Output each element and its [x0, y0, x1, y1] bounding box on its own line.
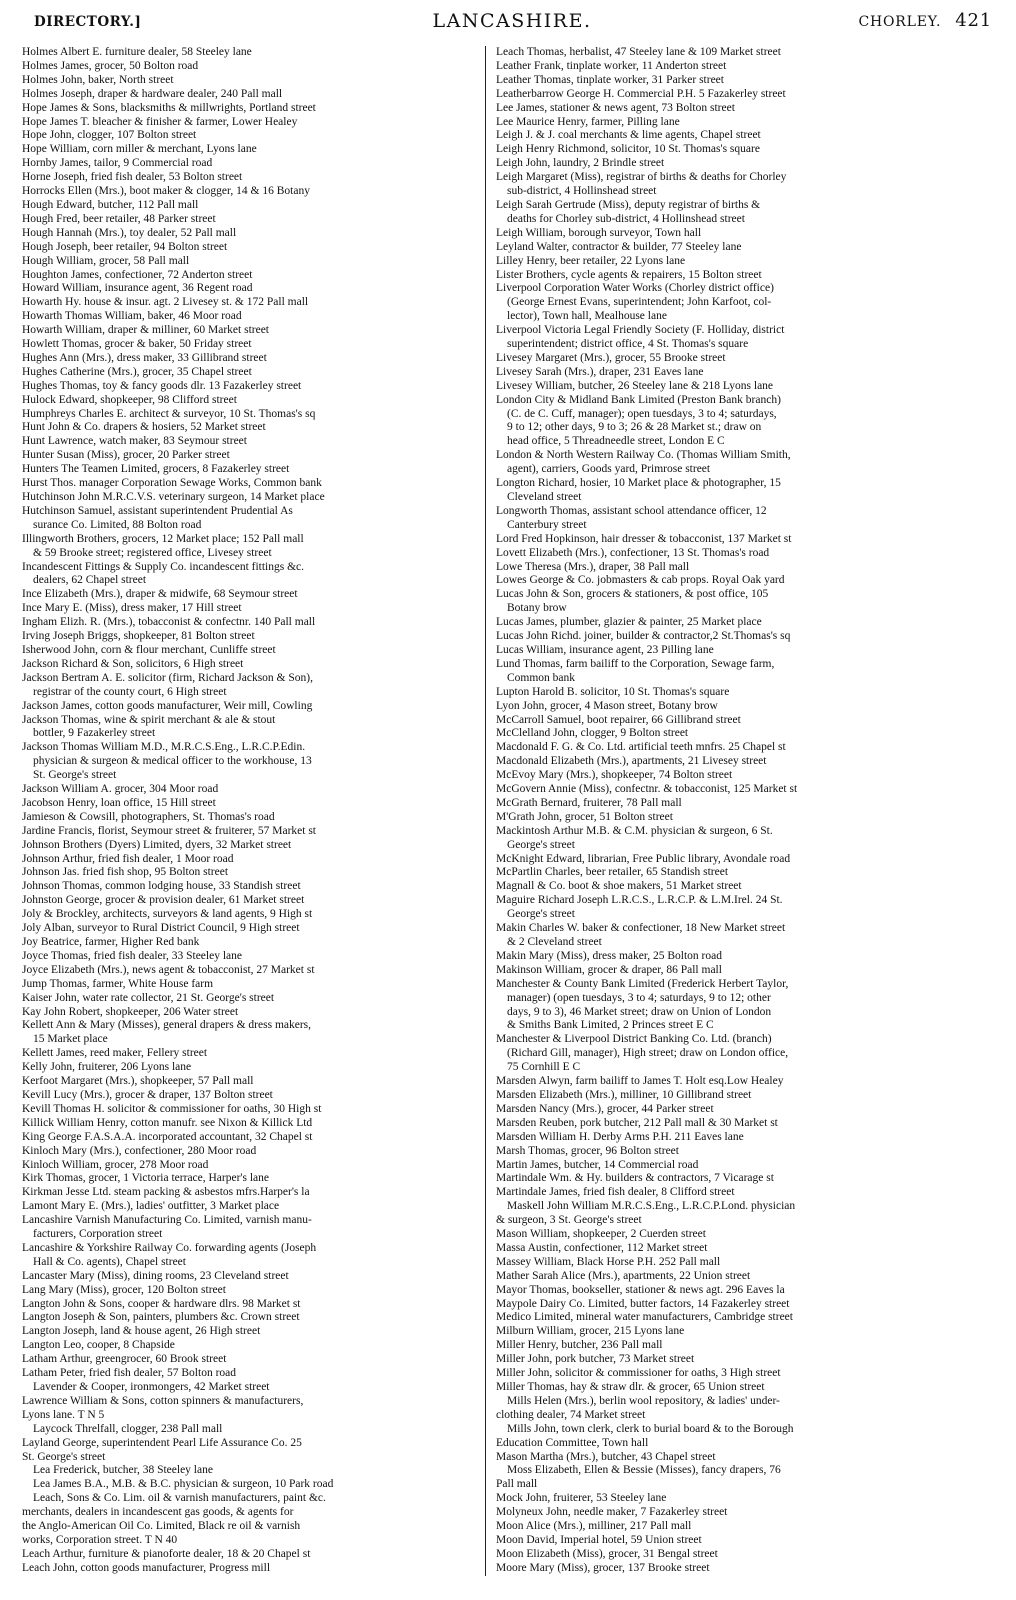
right-column-entry: Maskell John William M.R.C.S.Eng., L.R.C.P.Lond. physician	[507, 1200, 796, 1213]
right-column-entry: Lyon John, grocer, 4 Mason street, Botany brow	[496, 699, 718, 712]
right-column-entry: Leather Frank, tinplate worker, 11 Anderton street	[496, 59, 727, 72]
left-column-entry: Irving Joseph Briggs, shopkeeper, 81 Bolton street	[22, 630, 255, 643]
right-column-entry: Medico Limited, mineral water manufacturers, Cambridge street	[496, 1311, 793, 1324]
left-column-entry: Jackson Thomas, wine & spirit merchant & ale & stout	[22, 713, 276, 726]
left-column-entry: Humphreys Charles E. architect & surveyor, 10 St. Thomas's sq	[22, 407, 316, 420]
left-column-entry: Hornby James, tailor, 9 Commercial road	[22, 157, 213, 170]
left-column-entry: Hughes Ann (Mrs.), dress maker, 33 Gillibrand street	[22, 351, 267, 364]
left-column-entry: Langton Leo, cooper, 8 Chapside	[22, 1339, 175, 1352]
left-column-entry: Johnson Jas. fried fish shop, 95 Bolton street	[22, 866, 229, 879]
right-column-entry: Education Committee, Town hall	[496, 1436, 649, 1449]
right-column-entry: Manchester & Liverpool District Banking Co. Ltd. (branch)	[496, 1033, 772, 1046]
right-column-entry: Livesey William, butcher, 26 Steeley lane & 218 Lyons lane	[496, 379, 774, 392]
right-column-entry: Mock John, fruiterer, 53 Steeley lane	[496, 1492, 667, 1505]
header-town-and-page	[858, 10, 992, 31]
left-column-entry: Lamont Mary E. (Mrs.), ladies' outfitter, 3 Market place	[22, 1200, 280, 1213]
right-column	[485, 46, 951, 1576]
right-column-entry: 9 to 12; other days, 9 to 3; 26 & 28 Market st.; draw on	[507, 421, 762, 434]
right-column-entry: Miller John, solicitor & commissioner for oaths, 3 High street	[496, 1367, 781, 1380]
right-column-entry: Leigh Sarah Gertrude (Miss), deputy registrar of births &	[496, 198, 761, 211]
left-column-entry: merchants, dealers in incandescent gas goods, & agents for	[22, 1506, 294, 1519]
right-column-entry: (Richard Gill, manager), High street; draw on London office,	[507, 1047, 789, 1060]
right-column-entry: Leatherbarrow George H. Commercial P.H. 5 Fazakerley street	[496, 87, 786, 100]
right-column-entry: Lowe Theresa (Mrs.), draper, 38 Pall mall	[496, 560, 690, 573]
right-column-entry: Mason Martha (Mrs.), butcher, 43 Chapel street	[496, 1450, 716, 1463]
left-column-entry: Howarth Thomas William, baker, 46 Moor road	[22, 310, 242, 323]
left-column-entry: Hough Fred, beer retailer, 48 Parker street	[22, 212, 216, 225]
left-column-entry: registrar of the county court, 6 High street	[33, 685, 227, 698]
right-column-entry: Mills Helen (Mrs.), berlin wool repository, & ladies' under-	[507, 1394, 780, 1407]
right-column-entry: Liverpool Victoria Legal Friendly Society (F. Holliday, district	[496, 324, 785, 337]
left-column-entry: Jump Thomas, farmer, White House farm	[22, 977, 214, 990]
right-column-entry: Lee James, stationer & news agent, 73 Bolton street	[496, 101, 735, 114]
left-column-entry: Ingham Elizh. R. (Mrs.), tobacconist & confectnr. 140 Pall mall	[22, 616, 316, 629]
left-column-entry: Kevill Thomas H. solicitor & commissioner for oaths, 30 High st	[22, 1102, 322, 1115]
left-column-entry: Hope James T. bleacher & finisher & farmer, Lower Healey	[22, 115, 298, 128]
left-column-entry: Ince Elizabeth (Mrs.), draper & midwife, 68 Seymour street	[22, 588, 298, 601]
left-column-entry: Hough Joseph, beer retailer, 94 Bolton street	[22, 240, 228, 253]
left-column-entry: Hutchinson John M.R.C.V.S. veterinary surgeon, 14 Market place	[22, 491, 325, 503]
left-column-entry: Latham Peter, fried fish dealer, 57 Bolton road	[22, 1367, 236, 1380]
left-column-entry: Johnson Arthur, fried fish dealer, 1 Moor road	[22, 852, 234, 865]
right-column-entry: Martindale Wm. & Hy. builders & contractors, 7 Vicarage st	[496, 1172, 774, 1185]
right-column-entry: Makin Mary (Miss), dress maker, 25 Bolton road	[496, 949, 722, 962]
right-column-entry: Moore Mary (Miss), grocer, 137 Brooke street	[496, 1561, 710, 1574]
left-column-entry: Hall & Co. agents), Chapel street	[33, 1255, 186, 1268]
right-column-entry: Lilley Henry, beer retailer, 22 Lyons lane	[496, 254, 686, 267]
right-column-entry: Livesey Margaret (Mrs.), grocer, 55 Brooke street	[496, 351, 726, 364]
right-column-entry: Marsden William H. Derby Arms P.H. 211 Eaves lane	[496, 1130, 744, 1143]
left-column-entry: Lancashire Varnish Manufacturing Co. Limited, varnish manu-	[22, 1214, 312, 1227]
right-column-entry: Longton Richard, hosier, 10 Market place & photographer, 15	[496, 477, 781, 490]
left-column-entry: Howarth William, draper & milliner, 60 Market street	[22, 324, 270, 337]
right-column-entry: 75 Cornhill E C	[507, 1061, 581, 1074]
left-column-entry: & 59 Brooke street; registered office, Livesey street	[33, 546, 272, 559]
left-column-entry: Killick William Henry, cotton manufr. see Nixon & Killick Ltd	[22, 1116, 313, 1129]
left-column-entry: Hunters The Teamen Limited, grocers, 8 Fazakerley street	[22, 463, 290, 476]
right-column-entry: Lucas William, insurance agent, 23 Pilling lane	[496, 643, 714, 656]
left-column-entry: Joly Alban, surveyor to Rural District Council, 9 High street	[22, 922, 300, 935]
right-column-entry: Maypole Dairy Co. Limited, butter factors, 14 Fazakerley street	[496, 1297, 790, 1310]
right-column-entry: Common bank	[507, 671, 576, 684]
right-column-entry: Canterbury street	[507, 518, 587, 531]
right-column-entry: Lupton Harold B. solicitor, 10 St. Thomas's square	[496, 685, 730, 698]
left-column-entry: Jamieson & Cowsill, photographers, St. Thomas's road	[22, 810, 275, 823]
left-column-entry: Hough Hannah (Mrs.), toy dealer, 52 Pall mall	[22, 226, 237, 239]
left-column-entry: Incandescent Fittings & Supply Co. incandescent fittings &c.	[22, 560, 305, 573]
right-column-entry: McEvoy Mary (Mrs.), shopkeeper, 74 Bolton street	[496, 769, 733, 782]
right-column-entry: Leather Thomas, tinplate worker, 31 Parker street	[496, 73, 724, 86]
left-column-entry: Hulock Edward, shopkeeper, 98 Clifford street	[22, 393, 237, 406]
header-county-title: LANCASHIRE.	[432, 10, 592, 32]
left-column-entry: Joyce Thomas, fried fish dealer, 33 Steeley lane	[22, 949, 242, 962]
left-column-entry: Lawrence William & Sons, cotton spinners & manufacturers,	[22, 1394, 304, 1407]
right-column-entry: Moss Elizabeth, Ellen & Bessie (Misses), fancy drapers, 76	[507, 1464, 781, 1477]
left-column-entry: Latham Arthur, greengrocer, 60 Brook street	[22, 1353, 227, 1366]
right-column-entry: & 2 Cleveland street	[507, 936, 602, 948]
right-column-entry: sub-district, 4 Hollinshead street	[507, 185, 657, 198]
right-column-entry: deaths for Chorley sub-district, 4 Hollinshead street	[507, 212, 745, 225]
left-column-entry: Horne Joseph, fried fish dealer, 53 Bolton street	[22, 171, 243, 184]
left-column-entry: Kirkman Jesse Ltd. steam packing & asbestos mfrs.Harper's la	[22, 1186, 310, 1199]
right-column-entry: Molyneux John, needle maker, 7 Fazakerley street	[496, 1506, 728, 1519]
left-column-entry: bottler, 9 Fazakerley street	[33, 727, 156, 740]
left-column-entry: St. George's street	[33, 769, 117, 782]
left-column-entry: Leach John, cotton goods manufacturer, Progress mill	[22, 1561, 271, 1574]
right-column-entry: Magnall & Co. boot & shoe makers, 51 Market street	[496, 880, 742, 893]
right-column-entry: London City & Midland Bank Limited (Preston Bank branch)	[496, 393, 781, 406]
left-column-entry: Leach, Sons & Co. Lim. oil & varnish manufacturers, paint &c.	[33, 1492, 326, 1505]
right-column-entry: superintendent; district office, 4 St. Thomas's square	[507, 338, 749, 351]
left-column-entry: dealers, 62 Chapel street	[33, 574, 147, 587]
left-column-entry: Joy Beatrice, farmer, Higher Red bank	[22, 936, 200, 948]
left-column-entry: Johnson Brothers (Dyers) Limited, dyers, 32 Market street	[22, 838, 292, 851]
right-column-entry: Marsden Reuben, pork butcher, 212 Pall mall & 30 Market st	[496, 1116, 778, 1129]
right-column-entry: Leigh John, laundry, 2 Brindle street	[496, 157, 665, 170]
left-column-entry: Hunter Susan (Miss), grocer, 20 Parker street	[22, 449, 230, 462]
right-column-entry: McPartlin Charles, beer retailer, 65 Standish street	[496, 866, 729, 879]
right-column-entry: McGovern Annie (Miss), confectnr. & tobacconist, 125 Market st	[496, 783, 798, 796]
left-column-entry: Layland George, superintendent Pearl Life Assurance Co. 25	[22, 1436, 302, 1449]
header-town: CHORLEY.	[858, 14, 942, 30]
left-column-entry: Kaiser John, water rate collector, 21 St. George's street	[22, 991, 275, 1004]
left-column-entry: Holmes Joseph, draper & hardware dealer, 240 Pall mall	[22, 87, 283, 100]
left-column-entry: Holmes James, grocer, 50 Bolton road	[22, 59, 199, 72]
right-column-entry: Leigh William, borough surveyor, Town hall	[496, 226, 702, 239]
right-column-entry: Cleveland street	[507, 491, 582, 503]
left-column-entry: Kelly John, fruiterer, 206 Lyons lane	[22, 1061, 192, 1074]
left-column-entry: Langton Joseph, land & house agent, 26 High street	[22, 1325, 261, 1338]
left-column-entry: St. George's street	[22, 1450, 106, 1463]
left-column-entry: Laycock Threlfall, clogger, 238 Pall mall	[33, 1422, 223, 1435]
right-column-entry: agent), carriers, Goods yard, Primrose street	[507, 463, 711, 476]
right-column-entry: (C. de C. Cuff, manager); open tuesdays, 3 to 4; saturdays,	[507, 407, 777, 420]
right-column-entry: Livesey Sarah (Mrs.), draper, 231 Eaves lane	[496, 365, 704, 378]
right-column-entry: Longworth Thomas, assistant school attendance officer, 12	[496, 504, 767, 517]
left-column-entry: Houghton James, confectioner, 72 Anderton street	[22, 268, 253, 281]
left-column-entry: Howarth Hy. house & insur. agt. 2 Livesey st. & 172 Pall mall	[22, 296, 309, 309]
left-column-entry: Hunt John & Co. drapers & hosiers, 52 Market street	[22, 421, 266, 434]
left-column-entry: Holmes Albert E. furniture dealer, 58 Steeley lane	[22, 46, 252, 58]
page-number: 421	[955, 10, 992, 31]
left-column-entry: Kinloch William, grocer, 278 Moor road	[22, 1158, 209, 1171]
right-column-entry: Pall mall	[496, 1478, 538, 1491]
left-column-entry: Lea James B.A., M.B. & B.C. physician & surgeon, 10 Park road	[33, 1478, 334, 1491]
left-column-entry: Kellett Ann & Mary (Misses), general drapers & dress makers,	[22, 1019, 312, 1032]
left-column-entry: Hunt Lawrence, watch maker, 83 Seymour street	[22, 435, 247, 448]
right-column-entry: Marsh Thomas, grocer, 96 Bolton street	[496, 1144, 679, 1157]
right-column-entry: M'Grath John, grocer, 51 Bolton street	[496, 810, 673, 823]
right-column-entry: McKnight Edward, librarian, Free Public library, Avondale road	[496, 852, 791, 865]
right-column-entry: manager) (open tuesdays, 3 to 4; saturdays, 9 to 12; other	[507, 991, 771, 1004]
left-column-entry: Kevill Lucy (Mrs.), grocer & draper, 137 Bolton street	[22, 1088, 273, 1101]
left-column-entry: physician & surgeon & medical officer to the workhouse, 13	[33, 755, 312, 768]
right-column-entry: Mills John, town clerk, clerk to burial board & to the Borough	[507, 1422, 794, 1435]
left-column-entry: Hughes Catherine (Mrs.), grocer, 35 Chapel street	[22, 365, 252, 378]
left-column-entry: Kay John Robert, shopkeeper, 206 Water street	[22, 1005, 239, 1018]
left-column-entry: Jacobson Henry, loan office, 15 Hill street	[22, 796, 216, 809]
left-column-entry: Johnson Thomas, common lodging house, 33 Standish street	[22, 880, 301, 893]
right-column-entry: Botany brow	[507, 602, 567, 615]
left-column-entry: Jackson Richard & Son, solicitors, 6 High street	[22, 657, 244, 670]
right-column-entry: Lucas John & Son, grocers & stationers, & post office, 105	[496, 588, 769, 601]
left-column-entry: surance Co. Limited, 88 Bolton road	[33, 518, 202, 531]
right-column-entry: Maguire Richard Joseph L.R.C.S., L.R.C.P. & L.M.Irel. 24 St.	[496, 894, 783, 907]
left-column-entry: Lea Frederick, butcher, 38 Steeley lane	[33, 1464, 213, 1477]
right-column-entry: Marsden Nancy (Mrs.), grocer, 44 Parker street	[496, 1102, 714, 1115]
left-column-entry: Jackson Bertram A. E. solicitor (firm, Richard Jackson & Son),	[22, 671, 313, 684]
right-column-entry: Martindale James, fried fish dealer, 8 Clifford street	[496, 1186, 735, 1199]
right-column-entry: Mason William, shopkeeper, 2 Cuerden street	[496, 1228, 706, 1241]
left-column-entry: Hope William, corn miller & merchant, Lyons lane	[22, 143, 257, 156]
left-column-entry: Hope James & Sons, blacksmiths & millwrights, Portland street	[22, 101, 316, 114]
right-column-entry: Lord Fred Hopkinson, hair dresser & tobacconist, 137 Market st	[496, 532, 792, 545]
right-column-entry: & surgeon, 3 St. George's street	[496, 1214, 642, 1227]
right-column-entry: Leigh J. & J. coal merchants & lime agents, Chapel street	[496, 129, 761, 142]
right-column-entry: Mackintosh Arthur M.B. & C.M. physician & surgeon, 6 St.	[496, 824, 773, 837]
right-column-entry: head office, 5 Threadneedle street, London E C	[507, 435, 725, 448]
left-column-entry: 15 Market place	[33, 1033, 108, 1046]
right-column-entry: Miller Henry, butcher, 236 Pall mall	[496, 1339, 663, 1352]
left-column-entry: Hutchinson Samuel, assistant superintendent Prudential As	[22, 504, 293, 517]
left-column-entry: Lancaster Mary (Miss), dining rooms, 23 Cleveland street	[22, 1269, 289, 1282]
directory-columns	[22, 46, 1002, 1576]
left-column-entry: Hope John, clogger, 107 Bolton street	[22, 129, 197, 142]
left-column-entry: Kinloch Mary (Mrs.), confectioner, 280 Moor road	[22, 1144, 257, 1157]
right-column-entry: Martin James, butcher, 14 Commercial road	[496, 1158, 699, 1171]
page-header	[22, 6, 1002, 32]
right-column-entry: clothing dealer, 74 Market street	[496, 1408, 646, 1421]
left-column-entry: Lyons lane. T N 5	[22, 1408, 105, 1421]
right-column-entry: Moon Elizabeth (Miss), grocer, 31 Bengal street	[496, 1547, 718, 1560]
right-column-entry: Leyland Walter, contractor & builder, 77 Steeley lane	[496, 240, 742, 253]
right-column-entry: Massa Austin, confectioner, 112 Market street	[496, 1241, 708, 1254]
left-column-entry: Jardine Francis, florist, Seymour street & fruiterer, 57 Market st	[22, 824, 316, 837]
left-column-entry: Langton Joseph & Son, painters, plumbers &c. Crown street	[22, 1311, 300, 1324]
right-column-entry: Lister Brothers, cycle agents & repairers, 15 Bolton street	[496, 268, 762, 281]
right-column-entry: Macdonald Elizabeth (Mrs.), apartments, 21 Livesey street	[496, 755, 767, 768]
right-column-entry: Marsden Alwyn, farm bailiff to James T. Holt esq.Low Healey	[496, 1075, 784, 1088]
left-column-entry: the Anglo-American Oil Co. Limited, Black re oil & varnish	[22, 1520, 301, 1533]
left-column-entry: Johnston George, grocer & provision dealer, 61 Market street	[22, 894, 305, 907]
header-section-label: DIRECTORY.]	[34, 14, 142, 30]
left-column-entry: Lancashire & Yorkshire Railway Co. forwarding agents (Joseph	[22, 1241, 317, 1254]
right-column-entry: Milburn William, grocer, 215 Lyons lane	[496, 1325, 685, 1338]
left-column	[22, 46, 485, 1576]
left-column-entry: Kirk Thomas, grocer, 1 Victoria terrace, Harper's lane	[22, 1172, 270, 1185]
left-column-entry: Jackson Thomas William M.D., M.R.C.S.Eng., L.R.C.P.Edin.	[22, 741, 306, 754]
right-column-entry: Massey William, Black Horse P.H. 252 Pall mall	[496, 1255, 721, 1268]
left-column-entry: works, Corporation street. T N 40	[22, 1533, 178, 1546]
right-column-entry: Macdonald F. G. & Co. Ltd. artificial teeth mnfrs. 25 Chapel st	[496, 741, 786, 754]
right-column-entry: London & North Western Railway Co. (Thomas William Smith,	[496, 449, 791, 462]
right-column-entry: Marsden Elizabeth (Mrs.), milliner, 10 Gillibrand street	[496, 1088, 752, 1101]
right-column-entry: Moon David, Imperial hotel, 59 Union street	[496, 1533, 702, 1546]
left-column-entry: Howard William, insurance agent, 36 Regent road	[22, 282, 253, 295]
left-column-entry: Hughes Thomas, toy & fancy goods dlr. 13 Fazakerley street	[22, 379, 302, 392]
left-column-entry: Howlett Thomas, grocer & baker, 50 Friday street	[22, 338, 252, 351]
left-column-entry: Horrocks Ellen (Mrs.), boot maker & clogger, 14 & 16 Botany	[22, 185, 310, 198]
right-column-entry: McClelland John, clogger, 9 Bolton street	[496, 727, 689, 740]
left-column-entry: Ince Mary E. (Miss), dress maker, 17 Hill street	[22, 602, 242, 615]
left-column-entry: Kerfoot Margaret (Mrs.), shopkeeper, 57 Pall mall	[22, 1075, 254, 1088]
right-column-entry: Lovett Elizabeth (Mrs.), confectioner, 13 St. Thomas's road	[496, 546, 770, 559]
left-column-entry: Illingworth Brothers, grocers, 12 Market place; 152 Pall mall	[22, 532, 304, 545]
right-column-entry: lector), Town hall, Mealhouse lane	[507, 310, 667, 323]
right-column-entry: (George Ernest Evans, superintendent; John Karfoot, col-	[507, 296, 772, 309]
right-column-entry: Lee Maurice Henry, farmer, Pilling lane	[496, 115, 680, 128]
left-column-entry: Lang Mary (Miss), grocer, 120 Bolton street	[22, 1283, 226, 1296]
left-column-entry: Leach Arthur, furniture & pianoforte dealer, 18 & 20 Chapel st	[22, 1547, 311, 1560]
right-column-entry: Lucas James, plumber, glazier & painter, 25 Market place	[496, 616, 762, 629]
right-column-entry: Leigh Margaret (Miss), registrar of births & deaths for Chorley	[496, 171, 787, 184]
left-column-entry: Isherwood John, corn & flour merchant, Cunliffe street	[22, 643, 276, 656]
right-column-entry: Leach Thomas, herbalist, 47 Steeley lane & 109 Market street	[496, 46, 781, 58]
right-column-entry: days, 9 to 3), 46 Market street; draw on Union of London	[507, 1005, 772, 1018]
right-column-entry: McCarroll Samuel, boot repairer, 66 Gillibrand street	[496, 713, 741, 726]
left-column-entry: Kellett James, reed maker, Fellery street	[22, 1047, 208, 1060]
right-column-entry: Liverpool Corporation Water Works (Chorley district office)	[496, 282, 774, 295]
left-column-entry: Joly & Brockley, architects, surveyors & land agents, 9 High st	[22, 908, 313, 921]
left-column-entry: Hough Edward, butcher, 112 Pall mall	[22, 198, 199, 211]
right-column-entry: Lucas John Richd. joiner, builder & contractor,2 St.Thomas's sq	[496, 630, 791, 643]
right-column-entry: & Smiths Bank Limited, 2 Princes street E C	[507, 1019, 714, 1032]
left-column-entry: Hurst Thos. manager Corporation Sewage Works, Common bank	[22, 477, 322, 490]
right-column-entry: Lund Thomas, farm bailiff to the Corporation, Sewage farm,	[496, 657, 775, 670]
left-column-entry: Jackson James, cotton goods manufacturer, Weir mill, Cowling	[22, 699, 313, 712]
right-column-entry: Mather Sarah Alice (Mrs.), apartments, 22 Union street	[496, 1269, 751, 1282]
right-column-entry: Miller John, pork butcher, 73 Market street	[496, 1353, 695, 1366]
right-column-entry: Mayor Thomas, bookseller, stationer & news agt. 296 Eaves la	[496, 1283, 785, 1296]
left-column-entry: Langton John & Sons, cooper & hardware dlrs. 98 Market st	[22, 1297, 301, 1310]
right-column-entry: McGrath Bernard, fruiterer, 78 Pall mall	[496, 796, 682, 809]
left-column-entry: Hough William, grocer, 58 Pall mall	[22, 254, 190, 267]
left-column-entry: Jackson William A. grocer, 304 Moor road	[22, 783, 219, 796]
right-column-entry: Lowes George & Co. jobmasters & cab props. Royal Oak yard	[496, 574, 785, 587]
right-column-entry: Manchester & County Bank Limited (Frederick Herbert Taylor,	[496, 977, 789, 990]
left-column-entry: Joyce Elizabeth (Mrs.), news agent & tobacconist, 27 Market st	[22, 963, 315, 976]
right-column-entry: Makinson William, grocer & draper, 86 Pall mall	[496, 963, 722, 976]
left-column-entry: Holmes John, baker, North street	[22, 73, 174, 86]
left-column-entry: Lavender & Cooper, ironmongers, 42 Market street	[33, 1381, 270, 1393]
right-column-entry: George's street	[507, 908, 575, 921]
right-column-entry: Miller Thomas, hay & straw dlr. & grocer, 65 Union street	[496, 1381, 765, 1393]
left-column-entry: King George F.A.S.A.A. incorporated accountant, 32 Chapel st	[22, 1130, 313, 1143]
right-column-entry: Makin Charles W. baker & confectioner, 18 New Market street	[496, 922, 786, 935]
left-column-entry: facturers, Corporation street	[33, 1228, 163, 1241]
right-column-entry: Moon Alice (Mrs.), milliner, 217 Pall mall	[496, 1520, 692, 1533]
right-column-entry: Leigh Henry Richmond, solicitor, 10 St. Thomas's square	[496, 143, 760, 156]
right-column-entry: George's street	[507, 838, 575, 851]
